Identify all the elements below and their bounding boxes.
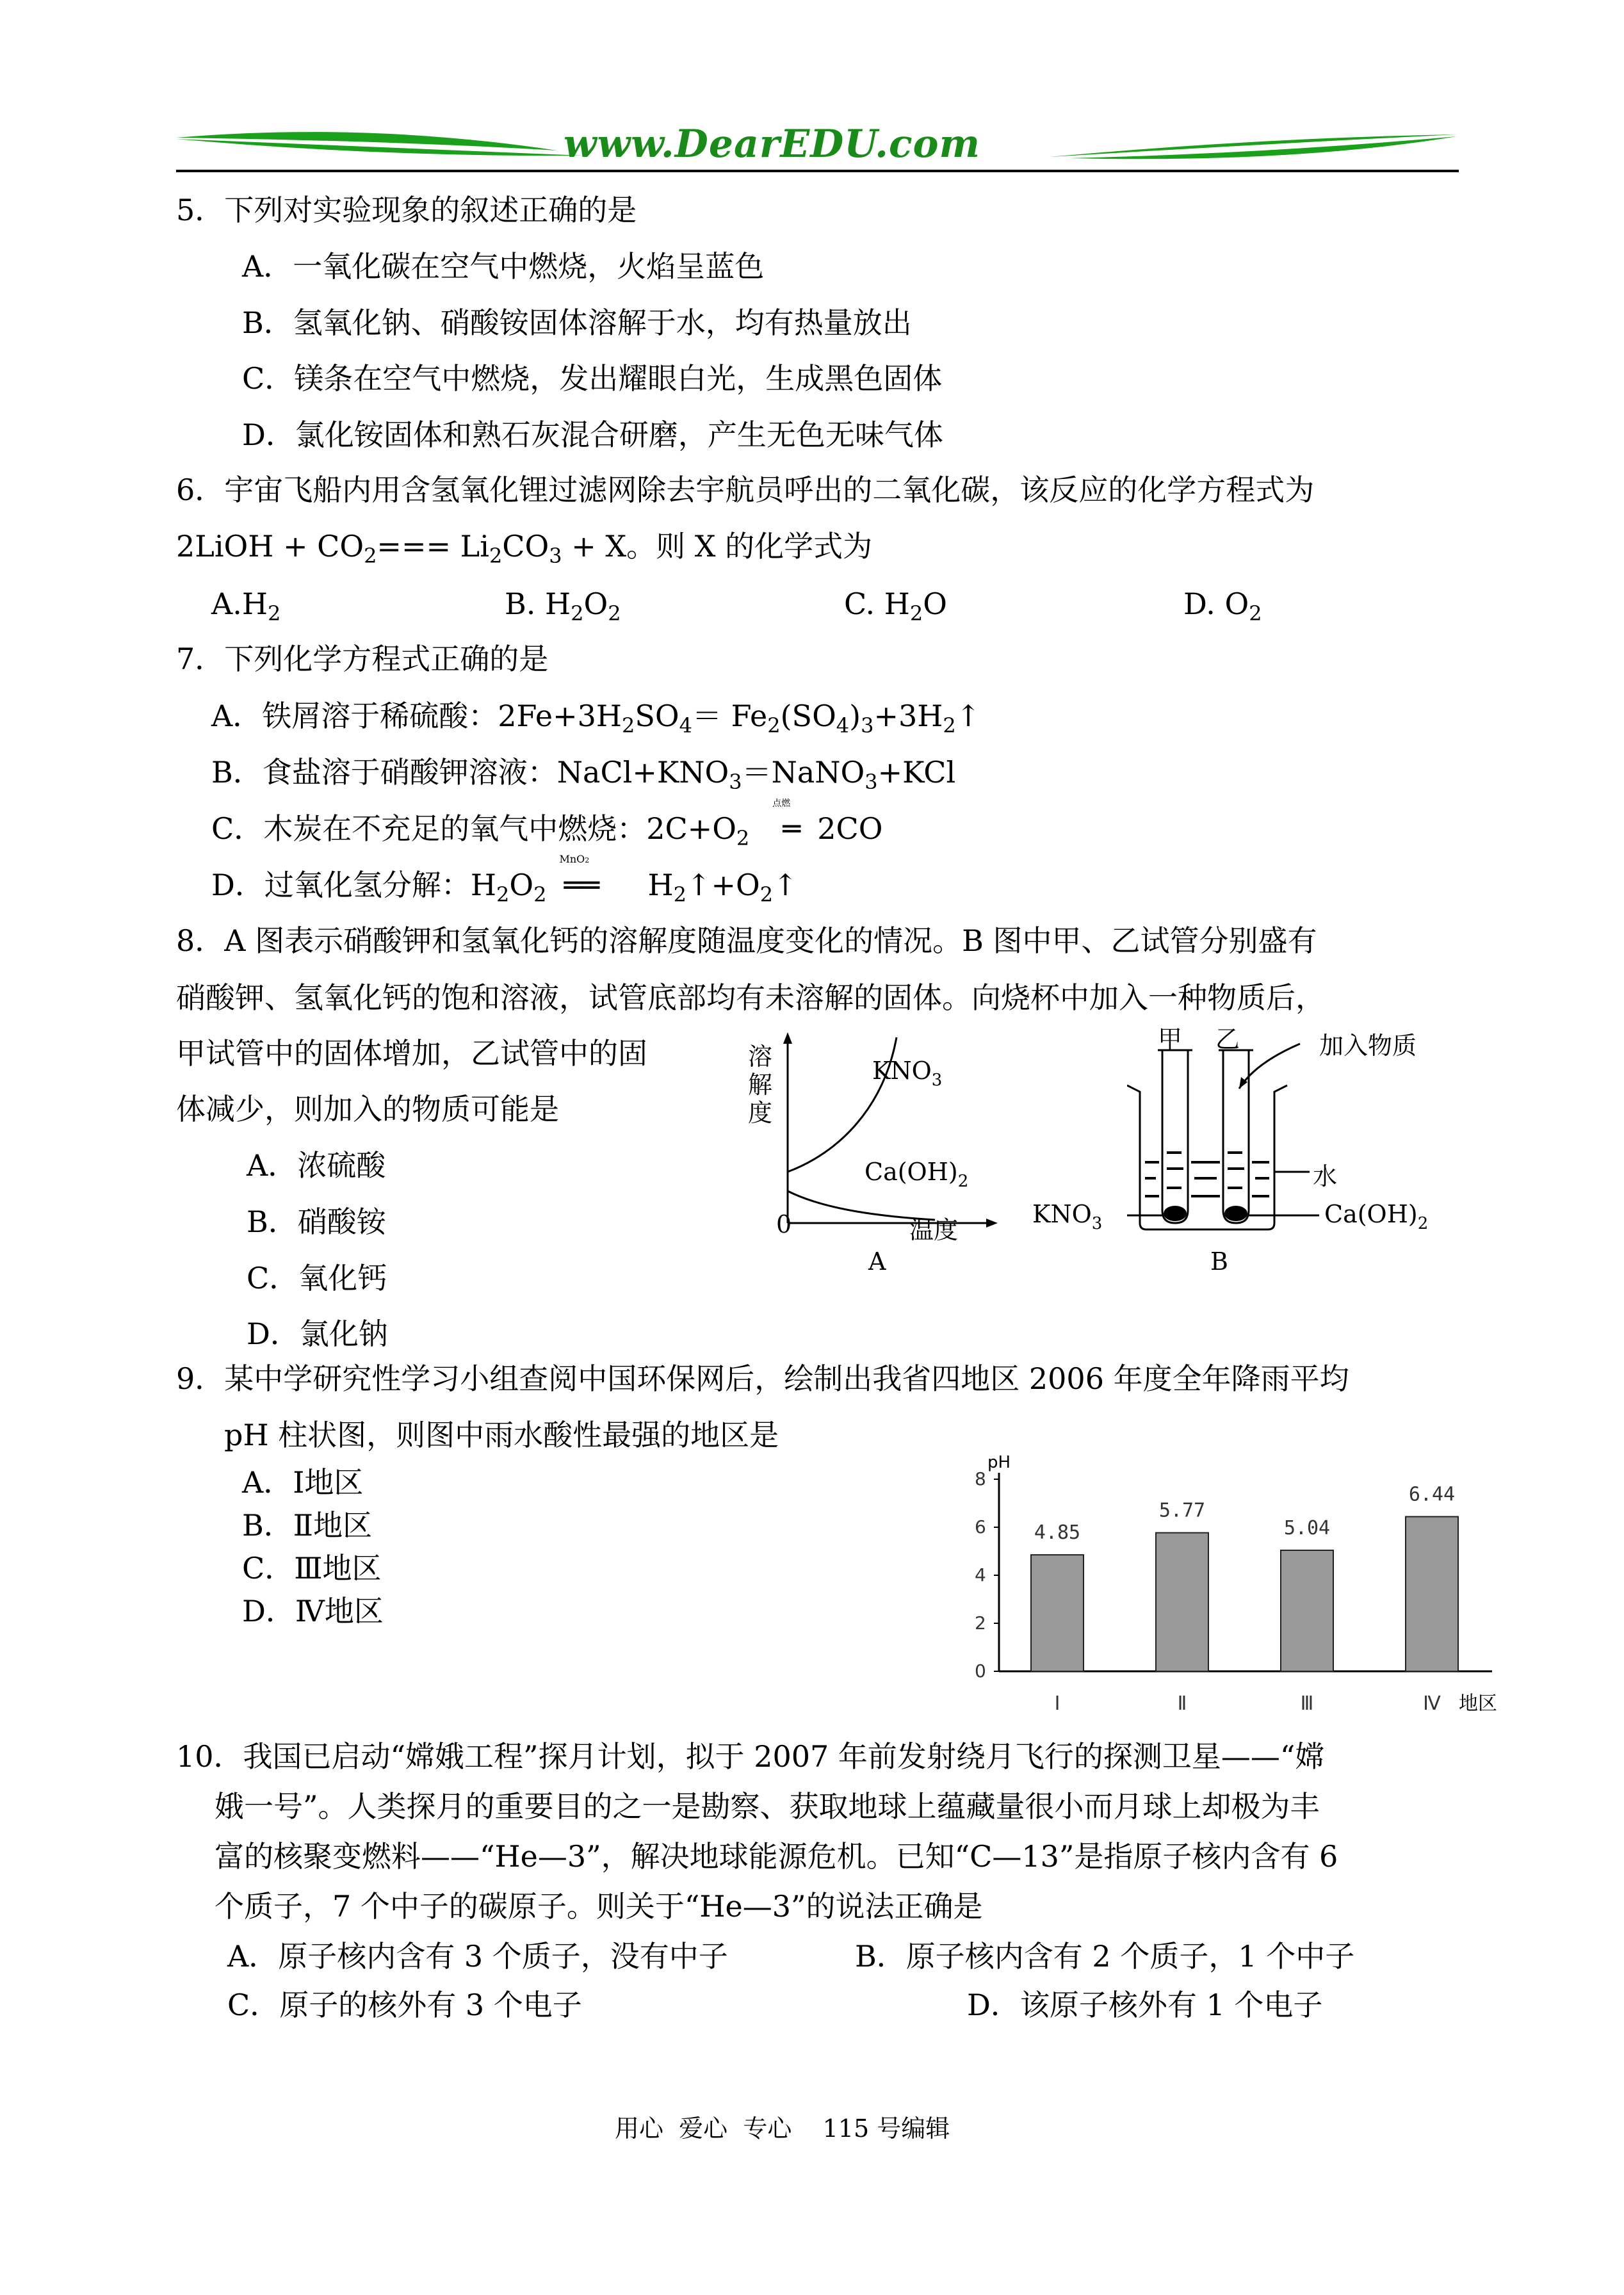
q8-line-4: 体减少，则加入的物质可能是 [176, 1092, 559, 1126]
q6-option-a: $A.H_2$ [211, 587, 281, 626]
q8-b-added-substance-label: 加入物质 [1319, 1032, 1417, 1060]
q9-option-c: C．Ⅲ地区 [242, 1551, 382, 1585]
page-footer: 用心 爱心 专心 115 号编辑 [615, 2114, 950, 2143]
q8-b-water-label: 水 [1313, 1162, 1338, 1190]
q8-option-d: D．氯化钠 [247, 1317, 388, 1351]
q5-option-a: A．一氧化碳在空气中燃烧，火焰呈蓝色 [242, 249, 765, 284]
q10-line-2: 娥一号”。人类探月的重要目的之一是勘察、获取地球上蕴藏量很小而月球上却极为丰 [215, 1789, 1320, 1824]
q8-b-caption: B [1210, 1247, 1228, 1276]
q10-option-c: C．原子的核外有 3 个电子 [227, 1988, 582, 2022]
q10-option-a: A．原子核内含有 3 个质子，没有中子 [227, 1939, 728, 1974]
q10-option-b: B．原子核内含有 2 个质子，1 个中子 [855, 1939, 1355, 1974]
y-axis-label: pH [987, 1453, 1011, 1472]
q8-line-1: 8．A 图表示硝酸钾和氢氧化钙的溶解度随温度变化的情况。B 图中甲、乙试管分别盛有 [176, 923, 1317, 958]
q9-option-a: A．Ⅰ地区 [242, 1465, 364, 1500]
q8-option-a: A．浓硫酸 [247, 1148, 386, 1183]
q8-b-caoh2-label: $Ca(OH)_2$ [1324, 1200, 1429, 1233]
q6-stem: 6．宇宙飞船内用含氢氧化锂过滤网除去宇航员呼出的二氧化碳，该反应的化学方程式为 [176, 473, 1315, 507]
q8-line-2: 硝酸钾、氢氧化钙的饱和溶液，试管底部均有未溶解的固体。向烧杯中加入一种物质后， [176, 980, 1325, 1015]
q8-a-caption: A [868, 1247, 886, 1276]
category-label: Ⅳ [1423, 1692, 1441, 1715]
q8-a-caoh2-label: $Ca(OH)_2$ [865, 1158, 969, 1191]
category-label: Ⅲ [1300, 1692, 1314, 1715]
q6-option-b: B. $H_2O_2$ [505, 587, 621, 626]
header-rule [176, 170, 1459, 172]
y-tick-label: 8 [975, 1468, 986, 1489]
bar-value-label: 5.04 [1283, 1517, 1331, 1539]
q8-solubility-graph [743, 1025, 999, 1281]
category-label: Ⅱ [1177, 1692, 1187, 1715]
bar [1156, 1533, 1208, 1671]
header-site-name: www.DearEDU.com [564, 122, 981, 166]
q5-option-b: B．氢氧化钠、硝酸铵固体溶解于水，均有热量放出 [242, 305, 912, 340]
y-tick-label: 2 [975, 1612, 986, 1634]
q10-line-1: 10．我国已启动“嫦娥工程”探月计划，拟于 2007 年前发射绕月飞行的探测卫星——“嫦 [176, 1739, 1325, 1774]
bar [1031, 1555, 1084, 1671]
q8-a-ylabel: 溶解度 [748, 1042, 773, 1127]
q7-option-a: A．铁屑溶于稀硫酸：$2Fe+3H_2SO_4=$ $Fe_2(SO_4)_3+3H_2↑$ [211, 699, 981, 738]
q9-ph-bar-chart [935, 1428, 1524, 1735]
y-tick-label: 6 [975, 1516, 986, 1537]
bar-value-label: 4.85 [1034, 1521, 1081, 1545]
q7-d-condition: MnO2 [559, 853, 590, 865]
q5-option-d: D．氯化铵固体和熟石灰混合研磨，产生无色无味气体 [242, 418, 943, 452]
bar-value-label: 6.44 [1408, 1483, 1456, 1506]
q9-option-d: D．Ⅳ地区 [242, 1594, 384, 1628]
q9-line-1: 9．某中学研究性学习小组查阅中国环保网后，绘制出我省四地区 2006 年度全年降雨平均 [176, 1361, 1349, 1396]
q8-b-tube-jia: 甲 [1158, 1025, 1183, 1053]
q10-option-d: D．该原子核外有 1 个电子 [967, 1988, 1323, 2022]
q6-equation: 2LiOH + $CO_2=== Li_2CO_3 + X$。则 X 的化学式为 [176, 529, 873, 568]
bar-value-label: 5.77 [1158, 1499, 1206, 1522]
q7-option-b: B．食盐溶于硝酸钾溶液：$NaCl+KNO_3=NaNO_3+KCl$ [211, 755, 956, 794]
q8-option-b: B．硝酸铵 [247, 1204, 386, 1239]
q5-stem: 5．下列对实验现象的叙述正确的是 [176, 193, 637, 227]
q9-line-2: pH 柱状图，则图中雨水酸性最强的地区是 [224, 1418, 779, 1452]
category-label: Ⅰ [1054, 1692, 1060, 1715]
q6-option-c: C. $H_2O$ [844, 587, 947, 626]
bar [1406, 1517, 1458, 1672]
q8-a-xlabel: 温度 [909, 1216, 959, 1244]
x-axis-label: 地区 [1459, 1692, 1497, 1715]
ph-chart-svg [935, 1428, 1524, 1735]
y-tick-label: 0 [975, 1660, 986, 1682]
q8-b-kno3-label: $KNO_3$ [1032, 1200, 1103, 1233]
q5-option-c: C．镁条在空气中燃烧，发出耀眼白光，生成黑色固体 [242, 361, 943, 396]
q8-option-c: C．氧化钙 [247, 1261, 387, 1295]
q8-b-tube-yi: 乙 [1215, 1025, 1240, 1053]
q8-a-origin: 0 [776, 1210, 792, 1238]
q7-option-c: C．木炭在不充足的氧气中燃烧：$2C+O_2$ 点燃 ═ 2CO [211, 799, 883, 850]
y-tick-label: 4 [975, 1564, 986, 1585]
q10-line-3: 富的核聚变燃料——“He—3”，解决地球能源危机。已知“C—13”是指原子核内含有 6 [215, 1839, 1338, 1874]
q7-stem: 7．下列化学方程式正确的是 [176, 642, 549, 676]
q8-figure-a [743, 1025, 999, 1281]
q8-line-3: 甲试管中的固体增加，乙试管中的固 [176, 1036, 647, 1071]
bar [1281, 1550, 1333, 1671]
q7-c-condition: 点燃 [772, 799, 791, 809]
q10-line-4: 个质子，7 个中子的碳原子。则关于“He—3”的说法正确是 [215, 1889, 983, 1924]
q9-option-b: B．Ⅱ地区 [242, 1508, 373, 1543]
q8-a-kno3-label: $KNO_3$ [872, 1057, 943, 1090]
q7-option-d: D．过氧化氢分解：$H_2O_2$ MnO2 ══ $H_2↑+O_2↑$ [211, 853, 798, 907]
q6-option-d: D. $O_2$ [1183, 587, 1262, 626]
